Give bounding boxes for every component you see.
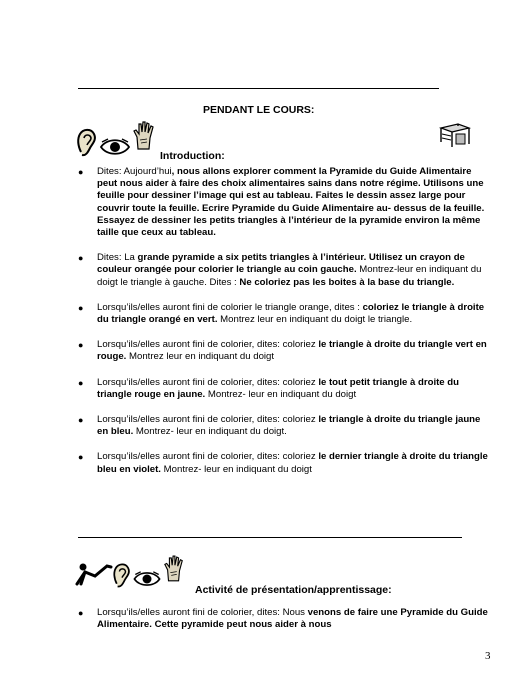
plain-text: Montrez- leur en indiquant du doigt	[160, 463, 312, 475]
bold-text: Ne coloriez pas les boites à la base du triangle.	[239, 276, 455, 288]
list-item	[78, 607, 493, 631]
bold-text: coloriez le triangle à droite du triangle orangé en vert.	[97, 301, 485, 326]
plain-text: Montrez-leur en indiquant du doigt le triangle à gauche. Dites :	[97, 264, 482, 288]
plain-text: Montrez leur en indiquant du doigt	[126, 351, 275, 363]
list-item	[78, 377, 493, 401]
plain-text: Montrez- leur en indiquant du doigt	[205, 388, 357, 400]
stretching-person-icon	[75, 562, 113, 586]
desk-icon	[438, 120, 472, 150]
plain-text: Lorsqu’ils/elles auront fini de colorier, dites: Nous	[97, 607, 308, 618]
bullet-dot: ●	[78, 302, 84, 313]
plain-text: Lorsqu’ils/elles auront fini de colorier, dites: coloriez	[97, 376, 319, 388]
bold-text: le triangle à droite du triangle vert en rouge.	[97, 339, 487, 363]
section-title: PENDANT LE COURS:	[203, 104, 315, 116]
plain-text: Dites: Aujourd’hui	[97, 166, 172, 177]
page-number: 3	[485, 650, 491, 662]
ear-icon	[112, 561, 132, 589]
bold-text: le tout petit triangle à droite du triangle rouge en jaune.	[97, 376, 460, 400]
hand-icon	[132, 120, 156, 150]
bullet-dot: ●	[78, 377, 84, 388]
bold-text: grande pyramide a six petits triangles à l’intérieur. Utilisez un crayon de couleur orangée pour colorier le triangle au coin gauche.	[97, 252, 465, 276]
list-item	[78, 339, 493, 363]
eye-icon	[133, 570, 161, 588]
ear-icon	[76, 126, 98, 158]
list-item	[78, 302, 493, 326]
bold-text: le triangle à droite du triangle jaune en bleu.	[97, 414, 481, 438]
plain-text: Montrez leur en indiquant du doigt le triangle.	[217, 314, 413, 326]
activity-heading: Activité de présentation/apprentissage:	[195, 584, 392, 596]
intro-heading: Introduction:	[160, 150, 225, 162]
bullet-dot: ●	[78, 608, 84, 618]
bold-text: , nous allons explorer comment la Pyramide du Guide Alimentaire peut nous aider à faire des choix alimentaires sains dans notre régime. Utilisons une feuille pour dessiner l’image qui est au tableau. Faites le dessin assez large pour couvrir toute la feuille. Ecrire Pyramide du Guide Alimentaire au- dessus de la feuille. Essayez de dessiner les petits triangles à l’intérieur de la pyramide environ la même taille que ceux au tableau.	[97, 166, 485, 239]
bullet-dot: ●	[78, 167, 84, 177]
list-item	[78, 414, 493, 438]
list-item	[78, 451, 493, 475]
middle-divider	[78, 537, 462, 538]
list-item	[78, 252, 493, 289]
plain-text: Montrez- leur en indiquant du doigt.	[133, 426, 287, 438]
activity-list	[78, 607, 493, 631]
instruction-list	[78, 166, 493, 476]
list-item	[78, 166, 493, 239]
bullet-dot: ●	[78, 415, 84, 426]
plain-text: Lorsqu’ils/elles auront fini de colorier, dites: coloriez	[97, 339, 319, 351]
bullet-dot: ●	[78, 452, 84, 463]
plain-text: Lorsqu’ils/elles auront fini de colorier, dites: coloriez	[97, 414, 319, 426]
plain-text: Dites: La	[97, 252, 138, 264]
bullet-dot: ●	[78, 253, 84, 264]
bold-text: le dernier triangle à droite du triangle bleu en violet.	[97, 451, 488, 475]
plain-text: Lorsqu’ils/elles auront fini de colorier, dites: coloriez	[97, 451, 319, 463]
eye-icon	[100, 137, 130, 157]
hand-icon	[163, 554, 185, 582]
bold-text: venons de faire une Pyramide du Guide Alimentaire. Cette pyramide peut nous aider à nous	[97, 607, 488, 631]
plain-text: Lorsqu’ils/elles auront fini de colorier le triangle orange, dites :	[97, 301, 363, 313]
top-divider	[78, 88, 439, 89]
bullet-dot: ●	[78, 340, 84, 351]
